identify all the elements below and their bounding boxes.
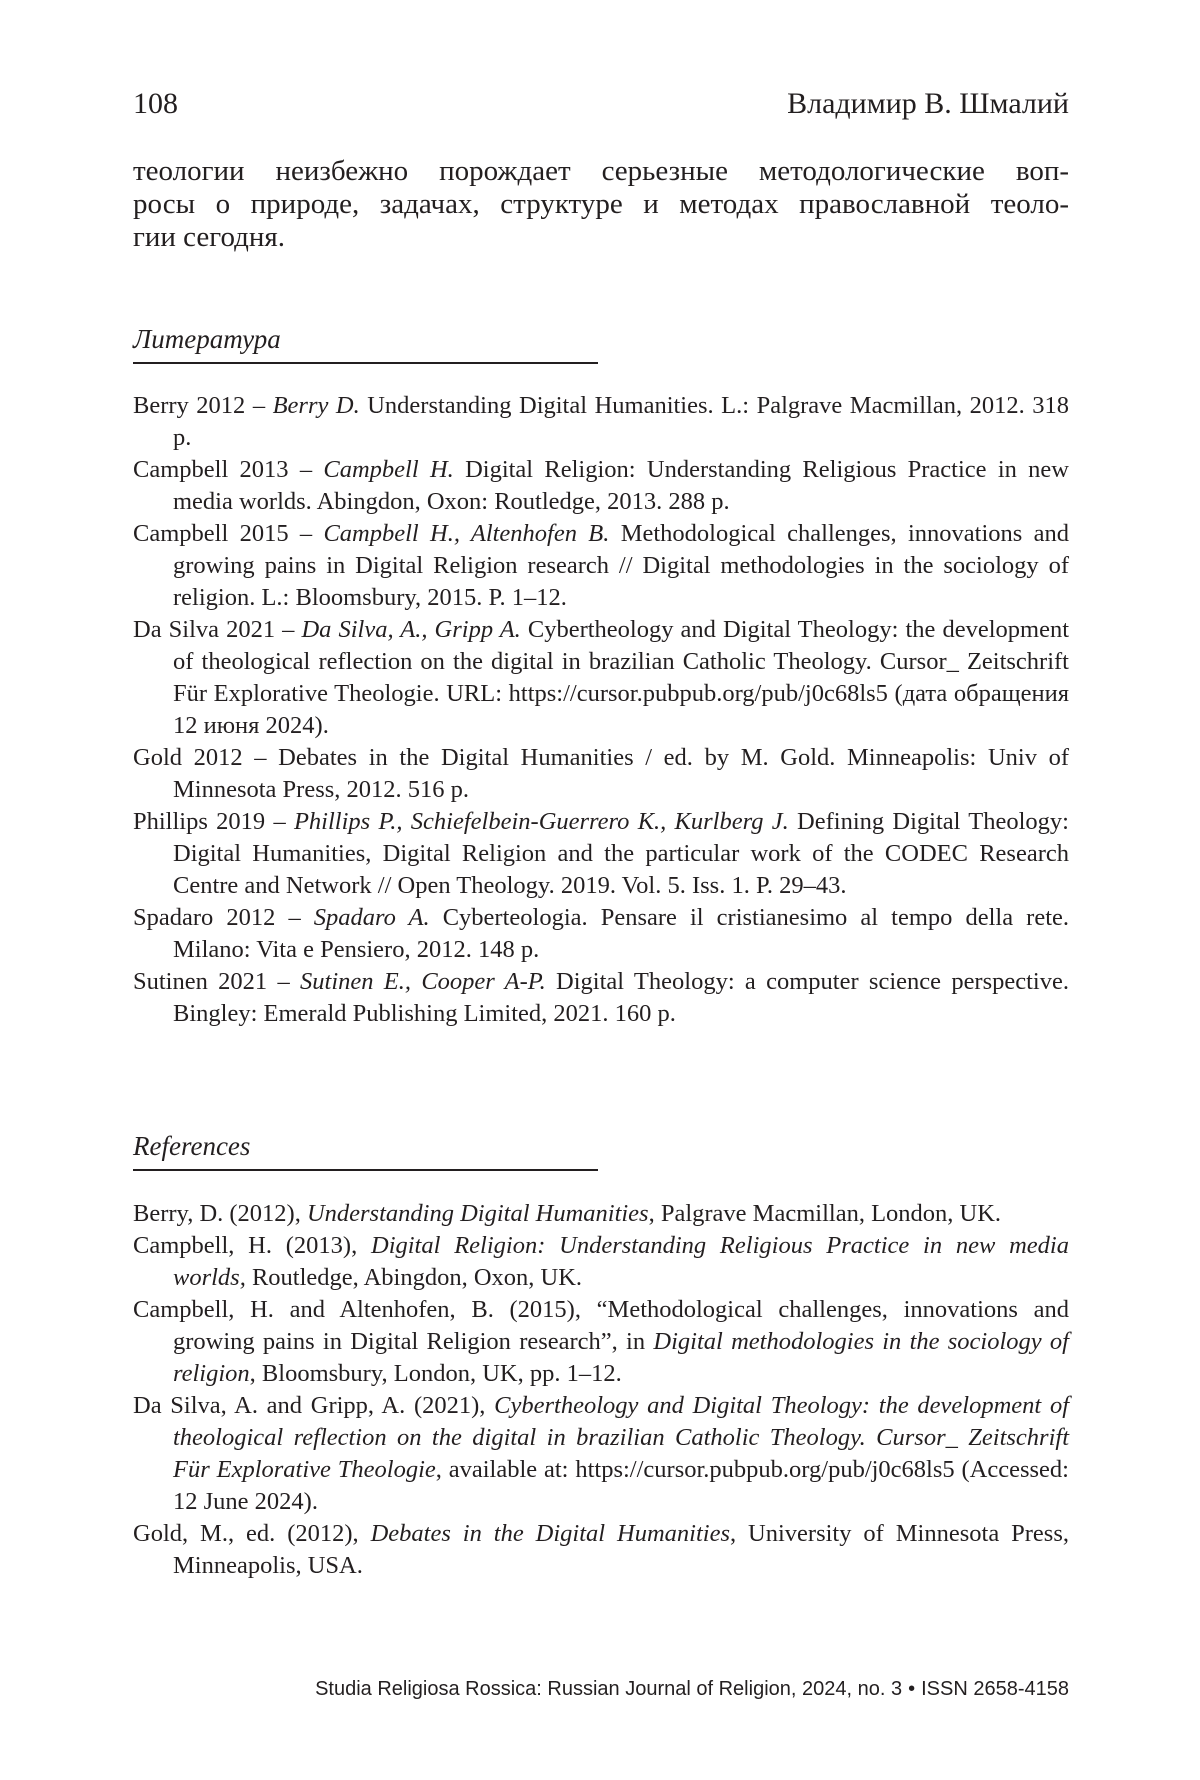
literature-entry: [133, 902, 1069, 966]
entry-prefix: Campbell 2015 –: [133, 520, 324, 547]
entry-prefix: Campbell 2013 –: [133, 456, 324, 483]
entry-prefix: Gold 2012 – Debates in the Digital Humanities / ed. by M. Gold. Minneapolis: Univ of Minnesota Press, 2012. 516 p.: [133, 744, 1069, 803]
entry-details: Cyberteologia. Pensare il cristianesimo al tempo della rete. Milano: Vita e Pensiero, 2012. 148 p.: [173, 904, 1069, 963]
issn: ISSN 2658-4158: [921, 1678, 1069, 1700]
entry-prefix: Spadaro 2012 –: [133, 904, 314, 931]
intro-paragraph: [133, 155, 1069, 254]
entry-prefix: Campbell, H. and Altenhofen, B. (2015), “Methodological challenges, innovations and growing pains in Digital Religion research”, in: [133, 1296, 1069, 1355]
literature-list: [133, 390, 1069, 1030]
entry-prefix: Da Silva 2021 –: [133, 616, 302, 643]
running-header: [133, 84, 1069, 124]
entry-details: , University of Minnesota Press, Minneapolis, USA.: [173, 1520, 1069, 1579]
entry-author: Phillips P., Schiefelbein-Guerrero K., Kurlberg J.: [293, 808, 789, 835]
references-heading: References: [133, 1129, 598, 1171]
literature-entry: [133, 390, 1069, 454]
journal-page: [133, 0, 1069, 1780]
literature-entry: [133, 614, 1069, 742]
references-list: [133, 1198, 1069, 1582]
entry-author: Da Silva, A., Gripp A.: [301, 616, 521, 643]
entry-author: Campbell H., Altenhofen B.: [323, 520, 610, 547]
journal-footer: [315, 1676, 1069, 1702]
entry-details: , Palgrave Macmillan, London, UK.: [648, 1200, 1002, 1227]
literature-entry: [133, 742, 1069, 806]
reference-entry: [133, 1294, 1069, 1390]
entry-prefix: Da Silva, A. and Gripp, A. (2021),: [133, 1392, 495, 1419]
entry-author: Berry D.: [272, 392, 360, 419]
entry-details: Digital Religion: Understanding Religious Practice in new media worlds. Abingdon, Oxon: Routledge, 2013. 288 p.: [173, 456, 1069, 515]
entry-title: Understanding Digital Humanities: [306, 1200, 649, 1227]
literature-entry: [133, 806, 1069, 902]
page-number: 108: [133, 87, 178, 120]
entry-prefix: Sutinen 2021 –: [133, 968, 301, 995]
entry-prefix: Berry 2012 –: [133, 392, 273, 419]
entry-author: Spadaro A.: [313, 904, 430, 931]
literature-heading: Литература: [133, 322, 598, 364]
bullet-separator: •: [908, 1678, 916, 1700]
intro-line: теологии неизбежно порождает серьезные методологические воп-: [133, 155, 1069, 187]
entry-title: Digital methodologies in the sociology of religion: [173, 1328, 1069, 1387]
reference-entry: [133, 1518, 1069, 1582]
entry-details: Digital Theology: a computer science perspective. Bingley: Emerald Publishing Limited, 2021. 160 p.: [173, 968, 1069, 1027]
entry-title: Digital Religion: Understanding Religious Practice in new media worlds,: [173, 1232, 1069, 1291]
entry-title: Debates in the Digital Humanities: [370, 1520, 730, 1547]
journal-citation: Studia Religiosa Rossica: Russian Journal of Religion, 2024, no. 3: [315, 1678, 903, 1700]
reference-entry: [133, 1198, 1069, 1230]
running-author: Владимир В. Шмалий: [787, 87, 1069, 120]
entry-prefix: Campbell, H. (2013),: [133, 1232, 371, 1259]
entry-details: Cybertheology and Digital Theology: the development of theological reflection on the digital in brazilian Catholic Theology. Cursor_ Zeitschrift Für Explorative Theologie. URL: https://cursor.pubpub.org/pub/j0c68ls5 (дата обращения 12 июня 2024).: [173, 616, 1069, 739]
entry-details: Defining Digital Theology: Digital Humanities, Digital Religion and the particular work of the CODEC Research Centre and Network // Open Theology. 2019. Vol. 5. Iss. 1. P. 29–43.: [173, 808, 1069, 899]
entry-details: Methodological challenges, innovations and growing pains in Digital Religion research // Digital methodologies in the sociology of religion. L.: Bloomsbury, 2015. P. 1–12.: [173, 520, 1069, 611]
literature-entry: [133, 518, 1069, 614]
entry-prefix: Phillips 2019 –: [133, 808, 294, 835]
reference-entry: [133, 1390, 1069, 1518]
entry-author: Sutinen E., Cooper A-P.: [300, 968, 546, 995]
entry-details: Routledge, Abingdon, Oxon, UK.: [245, 1264, 583, 1291]
reference-entry: [133, 1230, 1069, 1294]
entry-author: Campbell H.: [323, 456, 454, 483]
entry-details: Understanding Digital Humanities. L.: Palgrave Macmillan, 2012. 318 p.: [173, 392, 1069, 451]
entry-details: , Bloomsbury, London, UK, pp. 1–12.: [249, 1360, 622, 1387]
entry-prefix: Berry, D. (2012),: [133, 1200, 307, 1227]
entry-details: , available at: https://cursor.pubpub.org/pub/j0c68ls5 (Accessed: 12 June 2024).: [173, 1456, 1069, 1515]
literature-entry: [133, 966, 1069, 1030]
literature-entry: [133, 454, 1069, 518]
intro-line: росы о природе, задачах, структуре и методах православной теоло-: [133, 188, 1069, 220]
entry-title: Cybertheology and Digital Theology: the development of theological reflection on the digital in brazilian Catholic Theology. Cursor_ Zeitschrift Für Explorative Theologie: [173, 1392, 1069, 1483]
intro-line: гии сегодня.: [133, 221, 285, 253]
entry-prefix: Gold, M., ed. (2012),: [133, 1520, 371, 1547]
